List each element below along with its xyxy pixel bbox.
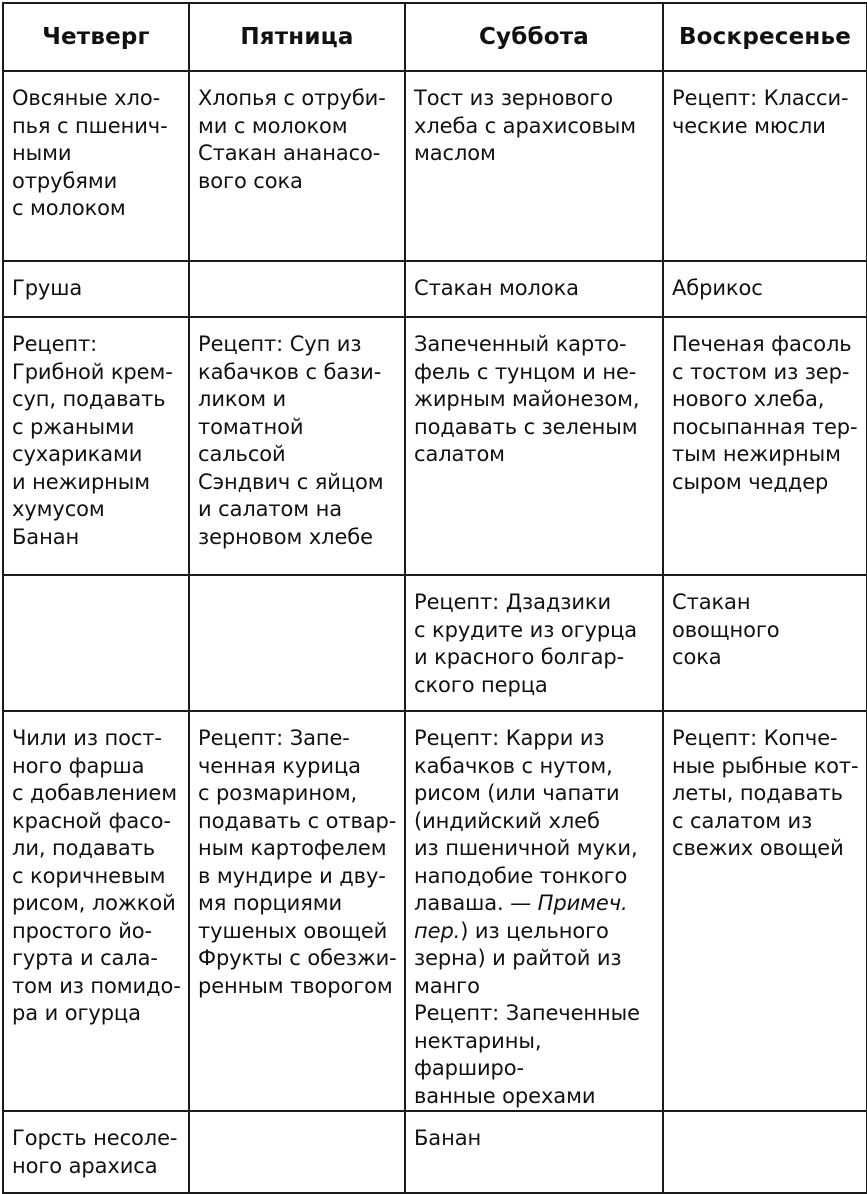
table-cell	[405, 575, 663, 711]
table-row-snack-2	[3, 575, 867, 711]
cell-text: Горсть несоле- ного арахиса	[12, 1126, 178, 1178]
table-cell	[3, 1111, 189, 1193]
cell-text: Стакан молока	[414, 276, 579, 300]
table-row-dinner	[3, 711, 867, 1111]
table-row-breakfast	[3, 71, 867, 261]
header-friday: Пятница	[189, 3, 405, 71]
cell-text: Рецепт: Класси- ческие мюсли	[672, 86, 849, 138]
table-cell	[189, 317, 405, 575]
editor-note: Примеч. пер.	[414, 891, 628, 943]
table-cell	[189, 711, 405, 1111]
meal-plan-table	[2, 2, 867, 1194]
cell-text	[190, 262, 404, 275]
cell-text	[190, 1112, 404, 1125]
header-saturday: Суббота	[405, 3, 663, 71]
table-cell	[189, 575, 405, 711]
cell-text: Овсяные хло- пья с пшенич- ными отрубями с молоком	[12, 86, 168, 220]
cell-text: Рецепт: Запе- ченная курица с розмарином, подавать с отвар- ным картофелем в мундире и дву- мя порциями тушеных овощей Фрукты с обезжи- ренным творогом	[198, 726, 397, 998]
cell-text: Груша	[12, 276, 83, 300]
cell-text: Рецепт: Дзадзики с крудите из огурца и красного болгар- ского перца	[414, 590, 638, 697]
table-row-snack-3	[3, 1111, 867, 1193]
table-cell	[189, 261, 405, 317]
cell-text: Печеная фасоль с тостом из зер- нового хлеба, посыпанная тер- тым нежирным сыром чеддер	[672, 332, 858, 494]
cell-text: Стакан овощного сока	[672, 590, 780, 669]
cell-text	[190, 576, 404, 589]
table-cell	[189, 71, 405, 261]
cell-text: Тост из зернового хлеба с арахисовым маслом	[414, 86, 637, 165]
cell-text	[4, 576, 188, 589]
cell-text: Рецепт: Суп из кабачков с бази- ликом и томатной сальсой Сэндвич с яйцом и салатом на зерновом хлебе	[198, 332, 384, 549]
cell-text: Хлопья с отруби- ми с молоком Стакан ананасо- вого сока	[198, 86, 386, 193]
table-cell	[663, 71, 867, 261]
cell-text: Чили из пост- ного фарша с добавлением красной фасо- ли, подавать с коричневым рисом, ложкой простого йо- гурта и сала- том из помидо- ра и огурца	[12, 726, 181, 1025]
table-cell	[405, 711, 663, 1111]
header-thursday: Четверг	[3, 3, 189, 71]
table-cell	[663, 1111, 867, 1193]
table-cell	[663, 261, 867, 317]
table-cell	[405, 317, 663, 575]
table-cell	[3, 71, 189, 261]
table-cell	[3, 711, 189, 1111]
table-row-snack-1	[3, 261, 867, 317]
cell-text: Рецепт: Грибной крем- суп, подавать с ржаными сухариками и нежирным хумусом Банан	[12, 332, 173, 549]
cell-text: Рецепт: Копче- ные рыбные кот- леты, подавать с салатом из свежих овощей	[672, 726, 859, 860]
cell-text: Абрикос	[672, 276, 763, 300]
table-cell	[3, 575, 189, 711]
header-sunday: Воскресенье	[663, 3, 867, 71]
table-cell	[663, 317, 867, 575]
table-cell	[405, 1111, 663, 1193]
cell-text	[664, 1112, 866, 1125]
table-cell	[663, 575, 867, 711]
table-cell	[3, 261, 189, 317]
cell-text: Рецепт: Карри из кабачков с нутом, рисом (или чапати (индийский хлеб из пшеничной муки, наподобие тонкого лаваша. — Примеч. пер.) из цельного зерна) и райтой из манго Рецепт: Запеченные нектарины, фарширо- ванные орехами	[414, 726, 640, 1108]
table-cell	[663, 711, 867, 1111]
table-cell	[405, 261, 663, 317]
table-cell	[405, 71, 663, 261]
table-cell	[189, 1111, 405, 1193]
cell-text: Банан	[414, 1126, 482, 1150]
table-row-lunch	[3, 317, 867, 575]
table-cell	[3, 317, 189, 575]
cell-text: Запеченный карто- фель с тунцом и не- жирным майонезом, подавать с зеленым салатом	[414, 332, 640, 466]
header-row	[3, 3, 867, 71]
